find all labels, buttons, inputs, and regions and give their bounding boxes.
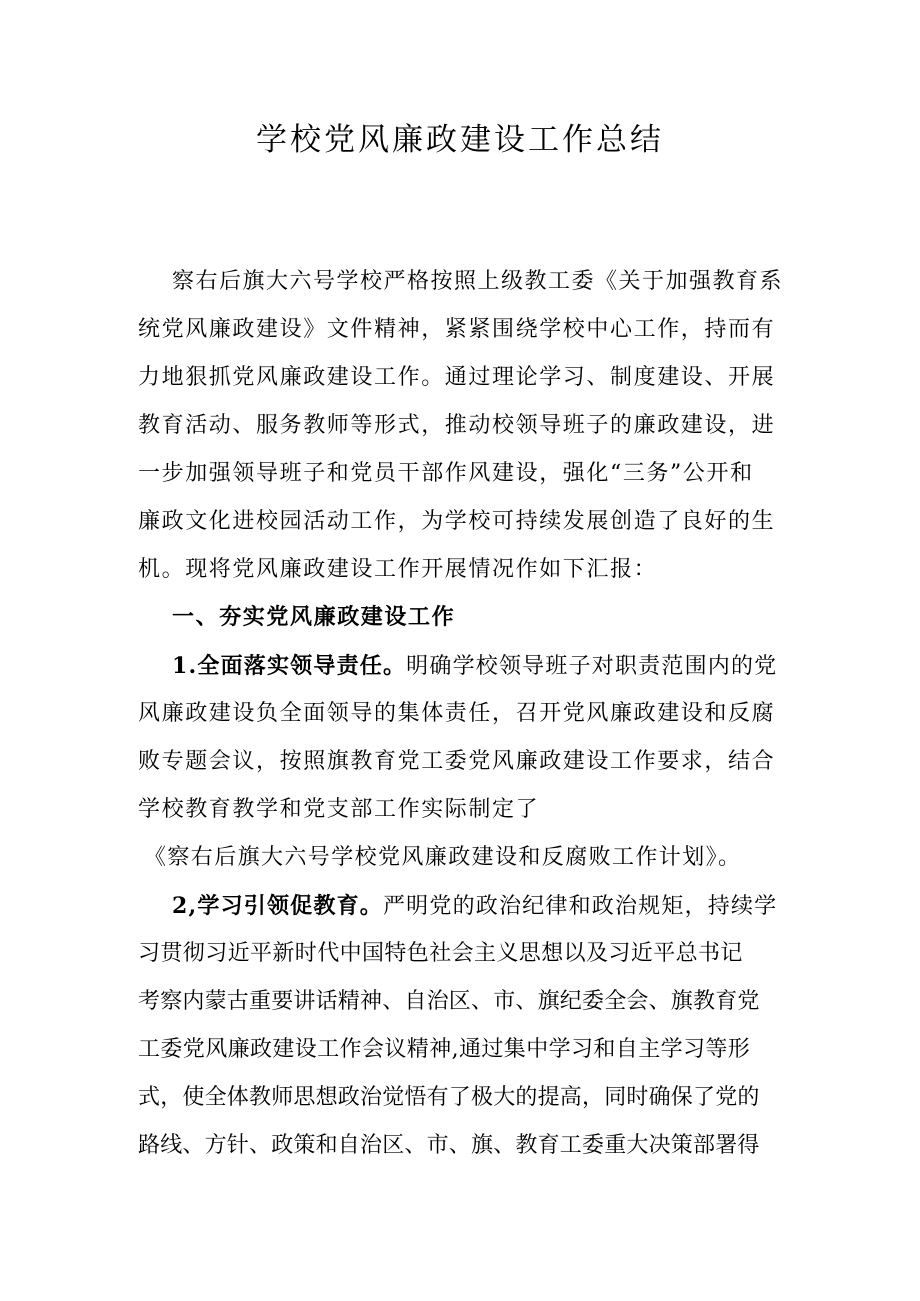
item2-line-6: 路线、方针、政策和自治区、市、旗、教育工委重大决策部署得 <box>138 1133 760 1158</box>
item1-first-line-text: 明确学校领导班子对职责范围内的党 <box>406 654 778 679</box>
item2-line-2: 习贯彻习近平新时代中国特色社会主义思想以及习近平总书记 <box>138 941 743 966</box>
item2-first-line-text: 严明党的政治纪律和政治规矩，持续学 <box>382 894 778 919</box>
item2-lead: 2,学习引领促教育。 <box>172 893 383 919</box>
intro-line-4: 教育活动、服务教师等形式，推动校领导班子的廉政建设，进 <box>138 413 776 438</box>
item1-line-4: 学校教育教学和党支部工作实际制定了 <box>138 797 540 822</box>
item1-line-2: 风廉政建设负全面领导的集体责任，召开党风廉政建设和反腐 <box>138 701 776 726</box>
item2-line-5: 式，使全体教师思想政治觉悟有了极大的提高，同时确保了党的 <box>138 1085 760 1110</box>
intro-line-2: 统党风廉政建设》文件精神，紧紧围绕学校中心工作，持而有 <box>138 317 776 342</box>
document-title: 学校党风廉政建设工作总结 <box>256 122 664 158</box>
intro-line-6: 廉政文化进校园活动工作，为学校可持续发展创造了良好的生 <box>138 509 776 534</box>
intro-line-5: 一步加强领导班子和党员干部作风建设，强化“三务”公开和 <box>138 461 754 486</box>
item1-line-3: 败专题会议，按照旗教育党工委党风廉政建设工作要求，结合 <box>138 749 776 774</box>
section-heading: 一、夯实党风廉政建设工作 <box>172 605 456 630</box>
intro-line-7: 机。现将党风廉政建设工作开展情况作如下汇报： <box>138 557 658 582</box>
item2-line-4: 工委党风廉政建设工作会议精神,通过集中学习和自主学习等形 <box>138 1037 751 1062</box>
intro-line-3: 力地狠抓党风廉政建设工作。通过理论学习、制度建设、开展 <box>138 365 776 390</box>
item1-first-line <box>172 651 777 682</box>
item1-lead: 1.全面落实领导责任。 <box>172 653 407 679</box>
item1-line-5: 《察右后旗大六号学校党风廉政建设和反腐败工作计划》。 <box>144 845 742 870</box>
item2-line-3: 考察内蒙古重要讲话精神、自治区、市、旗纪委全会、旗教育党 <box>138 989 760 1014</box>
intro-line-1: 察右后旗大六号学校严格按照上级教工委《关于加强教育系 <box>172 269 784 294</box>
item2-first-line <box>172 891 777 922</box>
